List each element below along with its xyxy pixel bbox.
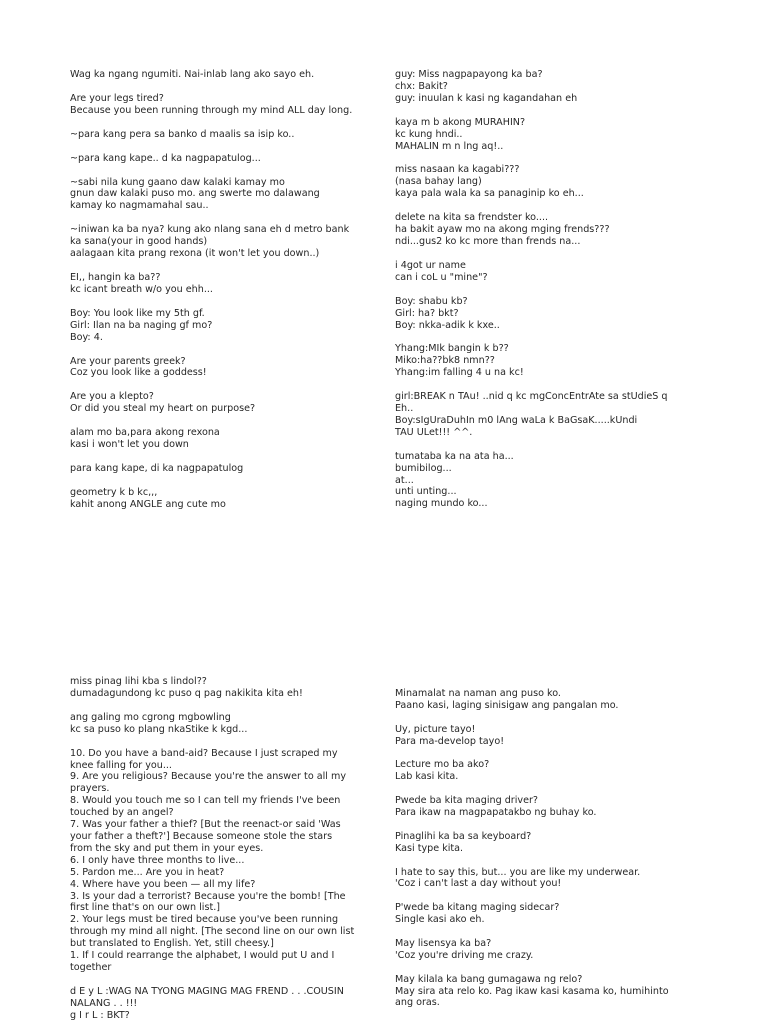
text-line: Uy, picture tayo!	[395, 723, 476, 735]
text-line: 10. Do you have a band-aid? Because I just scraped my	[70, 747, 338, 759]
text-line: geometry k b kc,,,	[70, 486, 158, 498]
text-paragraph	[395, 724, 720, 748]
text-line: Or did you steal my heart on purpose?	[70, 403, 256, 415]
text-line: Pwede ba kita maging driver?	[395, 795, 539, 807]
text-line: Are your legs tired?	[70, 92, 164, 104]
text-line: (nasa bahay lang)	[395, 176, 482, 188]
text-line: dumadagundong kc puso q pag nakikita kita eh!	[70, 687, 303, 699]
text-line: guy: inuulan k kasi ng kagandahan eh	[395, 92, 578, 104]
text-line: delete na kita sa frendster ko....	[395, 212, 549, 224]
text-line: chx: Bakit?	[395, 80, 448, 92]
text-paragraph	[395, 759, 720, 783]
text-line: Lecture mo ba ako?	[395, 759, 490, 771]
text-line: ~para kang kape.. d ka nagpapatulog...	[70, 152, 261, 164]
text-column-bottom-right	[395, 688, 720, 1021]
text-paragraph	[395, 688, 720, 712]
text-paragraph	[70, 986, 375, 1022]
text-paragraph	[395, 343, 705, 379]
text-paragraph	[70, 224, 380, 260]
text-line: para kang kape, di ka nagpapatulog	[70, 462, 244, 474]
text-line: May sira ata relo ko. Pag ikaw kasi kasama ko, humihinto	[395, 985, 669, 997]
text-paragraph	[395, 867, 720, 891]
text-line: bumibilog...	[395, 462, 452, 474]
text-paragraph	[70, 272, 380, 296]
text-line: first line that's on our own list.]	[70, 902, 221, 914]
text-line: TAU ULet!!! ^^.	[395, 426, 473, 438]
text-line: ~iniwan ka ba nya? kung ako nlang sana eh d metro bank	[70, 224, 350, 236]
text-line: kasi i won't let you down	[70, 439, 189, 451]
text-line: naging mundo ko...	[395, 498, 488, 510]
text-paragraph	[395, 260, 705, 284]
text-line: can i coL u "mine"?	[395, 271, 488, 283]
text-line: aalagaan kita prang rexona (it won't let you down..)	[70, 248, 320, 260]
text-paragraph	[70, 356, 380, 380]
text-line: Yhang:MIk bangin k b??	[395, 343, 509, 355]
text-line: 9. Are you religious? Because you're the answer to all my	[70, 771, 347, 783]
text-paragraph	[70, 391, 380, 415]
text-line: touched by an angel?	[70, 807, 174, 819]
text-line: May lisensya ka ba?	[395, 937, 492, 949]
text-paragraph	[395, 391, 705, 439]
text-line: Paano kasi, laging sinisigaw ang pangalan mo.	[395, 699, 619, 711]
text-line: EI,, hangin ka ba??	[70, 271, 161, 283]
text-line: Kasi type kita.	[395, 842, 464, 854]
text-line: kamay ko nagmamahal sau..	[70, 200, 209, 212]
text-line: 3. Is your dad a terrorist? Because you're the bomb! [The	[70, 890, 346, 902]
text-line: ndi...gus2 ko kc more than frends na...	[395, 235, 581, 247]
text-line: girl:BREAK n TAu! ..nid q kc mgConcEntrAte sa stUdieS q	[395, 391, 668, 403]
text-paragraph	[70, 308, 380, 344]
text-column-top-left	[70, 69, 380, 523]
text-paragraph	[70, 177, 380, 213]
text-line: alam mo ba,para akong rexona	[70, 427, 220, 439]
text-column-bottom-left	[70, 676, 375, 1034]
text-paragraph	[395, 451, 705, 511]
text-line: Boy: nkka-adik k kxe..	[395, 319, 500, 331]
text-paragraph	[70, 93, 380, 117]
text-line: i 4got ur name	[395, 259, 466, 271]
text-paragraph	[395, 795, 720, 819]
text-line: 7. Was your father a thief? [But the reenact-or said 'Was	[70, 819, 341, 831]
text-paragraph	[70, 129, 380, 141]
text-line: May kilala ka bang gumagawa ng relo?	[395, 973, 583, 985]
text-line: Boy: You look like my 5th gf.	[70, 307, 205, 319]
text-line: Minamalat na naman ang puso ko.	[395, 688, 561, 699]
text-line: kc icant breath w/o you ehh...	[70, 283, 213, 295]
text-line: kaya pala wala ka sa panaginip ko eh...	[395, 188, 584, 200]
text-paragraph	[395, 902, 720, 926]
text-line: unti unting...	[395, 486, 457, 498]
text-paragraph	[70, 487, 380, 511]
text-line: ha bakit ayaw mo na akong mging frends???	[395, 224, 610, 236]
text-paragraph	[70, 676, 375, 700]
text-paragraph	[395, 117, 705, 153]
text-line: gnun daw kalaki puso mo. ang swerte mo dalawang	[70, 188, 320, 200]
text-paragraph	[395, 69, 705, 105]
text-line: Para ma-develop tayo!	[395, 735, 505, 747]
text-line: Pinaglihi ka ba sa keyboard?	[395, 830, 532, 842]
text-line: kahit anong ANGLE ang cute mo	[70, 498, 226, 510]
text-line: Lab kasi kita.	[395, 771, 459, 783]
text-line: Because you been running through my mind ALL day long.	[70, 104, 353, 116]
text-paragraph	[395, 296, 705, 332]
text-line: but translated to English. Yet, still cheesy.]	[70, 938, 274, 950]
text-line: miss pinag lihi kba s lindol??	[70, 676, 207, 687]
text-line: 2. Your legs must be tired because you've been running	[70, 914, 339, 926]
text-line: 'Coz i can't last a day without you!	[395, 878, 562, 890]
text-line: ang oras.	[395, 997, 440, 1009]
text-paragraph	[70, 463, 380, 475]
text-line: I hate to say this, but... you are like my underwear.	[395, 866, 641, 878]
text-line: your father a theft?'] Because someone stole the stars	[70, 830, 333, 842]
text-line: tumataba ka na ata ha...	[395, 450, 514, 462]
text-paragraph	[70, 712, 375, 736]
text-line: Coz you look like a goddess!	[70, 367, 207, 379]
text-line: Boy:sIgUraDuhIn m0 lAng waLa k BaGsaK.....kUndi	[395, 414, 638, 426]
text-line: ~para kang pera sa banko d maalis sa isip ko..	[70, 128, 295, 140]
text-line: Para ikaw na magpapatakbo ng buhay ko.	[395, 807, 597, 819]
text-paragraph	[395, 164, 705, 200]
text-line: Boy: shabu kb?	[395, 295, 468, 307]
text-line: knee falling for you...	[70, 759, 172, 771]
text-line: P'wede ba kitang maging sidecar?	[395, 902, 560, 914]
text-line: Are your parents greek?	[70, 355, 186, 367]
text-line: Eh..	[395, 403, 414, 415]
text-line: 6. I only have three months to live...	[70, 854, 245, 866]
text-paragraph	[395, 212, 705, 248]
text-paragraph	[70, 427, 380, 451]
text-paragraph	[395, 938, 720, 962]
text-line: kc kung hndi..	[395, 128, 463, 140]
text-paragraph	[395, 831, 720, 855]
text-line: kc sa puso ko plang nkaStike k kgd...	[70, 723, 248, 735]
text-line: Miko:ha??bk8 nmn??	[395, 355, 495, 367]
text-line: together	[70, 961, 112, 973]
text-line: NALANG . . !!!	[70, 997, 138, 1009]
text-line: Are you a klepto?	[70, 391, 154, 403]
text-line: MAHALIN m n lng aq!..	[395, 140, 504, 152]
text-line: ~sabi nila kung gaano daw kalaki kamay mo	[70, 176, 285, 188]
text-line: 'Coz you're driving me crazy.	[395, 949, 534, 961]
text-line: at...	[395, 474, 414, 486]
text-line: 4. Where have you been — all my life?	[70, 878, 256, 890]
text-paragraph	[70, 69, 380, 81]
text-line: Boy: 4.	[70, 331, 103, 343]
text-line: Girl: Ilan na ba naging gf mo?	[70, 319, 213, 331]
text-column-top-right	[395, 69, 705, 522]
text-line: 8. Would you touch me so I can tell my friends I've been	[70, 795, 341, 807]
text-line: from the sky and put them in your eyes.	[70, 842, 264, 854]
text-line: kaya m b akong MURAHIN?	[395, 116, 526, 128]
text-line: miss nasaan ka kagabi???	[395, 164, 520, 176]
text-line: d E y L :WAG NA TYONG MAGING MAG FREND . . .COUSIN	[70, 985, 344, 997]
text-line: Single kasi ako eh.	[395, 914, 485, 926]
text-paragraph	[395, 974, 720, 1010]
text-line: prayers.	[70, 783, 110, 795]
text-paragraph	[70, 748, 375, 974]
text-line: ka sana(your in good hands)	[70, 236, 208, 248]
text-line: 1. If I could rearrange the alphabet, I would put U and I	[70, 950, 335, 962]
text-line: Girl: ha? bkt?	[395, 307, 459, 319]
text-paragraph	[70, 153, 380, 165]
text-line: guy: Miss nagpapayong ka ba?	[395, 69, 543, 80]
text-line: g I r L : BKT?	[70, 1009, 130, 1021]
text-line: Yhang:im falling 4 u na kc!	[395, 367, 524, 379]
text-line: through my mind all night. [The second line on our own list	[70, 926, 355, 938]
text-line: 5. Pardon me... Are you in heat?	[70, 866, 225, 878]
text-line: Wag ka ngang ngumiti. Nai-inlab lang ako sayo eh.	[70, 69, 315, 80]
text-line: ang galing mo cgrong mgbowling	[70, 711, 231, 723]
